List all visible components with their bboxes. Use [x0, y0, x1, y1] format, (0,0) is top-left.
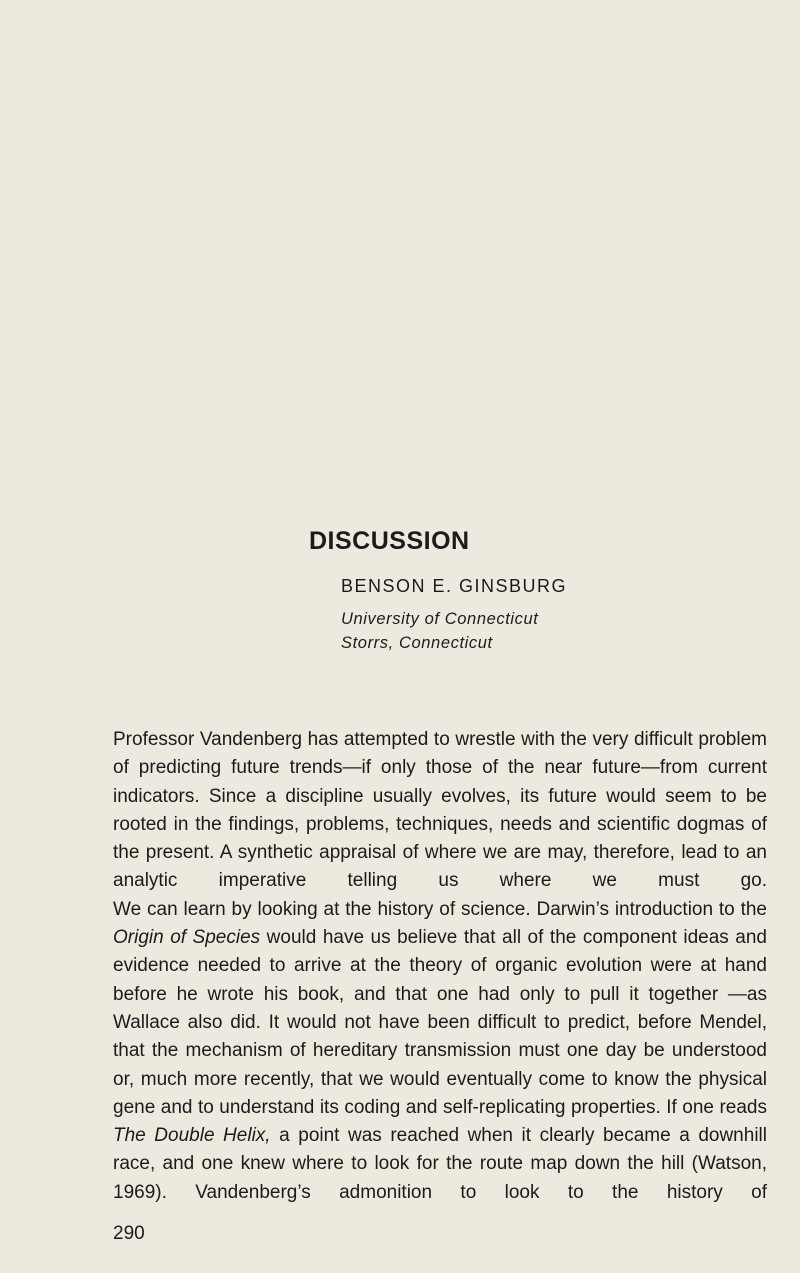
author-name: BENSON E. GINSBURG [341, 576, 568, 596]
page-number: 290 [113, 1223, 145, 1244]
author-institution: University of Connecticut [341, 610, 539, 628]
paragraph-2 [113, 896, 767, 1207]
paragraph-2-text-1: We can learn by looking at the history of science. Darwin’s introduction to the [113, 898, 767, 920]
body-text [113, 726, 767, 1207]
author-location: Storrs, Connecticut [341, 634, 493, 652]
book-title-origin-of-species: Origin of Species [113, 927, 261, 949]
paragraph-1: Professor Vandenberg has attempted to wrestle with the very difficult problem of predicting future trends—if only those of the near future—from current indicators. Since a discipline usually evolves, its future would seem to be rooted in the findings, problems, techniques, needs and scientific dogmas of the present. A synthetic appraisal of where we are may, therefore, lead to an analytic imperative telling us where we must go. [113, 729, 767, 892]
book-title-double-helix: The Double Helix, [113, 1125, 271, 1147]
section-heading: DISCUSSION [309, 527, 470, 555]
paragraph-2-text-3: a point was reached when it clearly became a downhill race, and one knew where to look for the route map down the hill (Watson, 1969). Vandenberg’s admonition to look to the history of [113, 1125, 767, 1203]
paragraph-2-text-2: would have us believe that all of the component ideas and evidence needed to arrive at the theory of organic evolution were at hand before he wrote his book, and that one had only to pull it together —as Wallace also did. It would not have been difficult to predict, before Mendel, that the mechanism of hereditary transmission must one day be understood or, much more recently, that we would eventually come to know the physical gene and to understand its coding and self-replicating properties. If one reads [113, 927, 767, 1118]
